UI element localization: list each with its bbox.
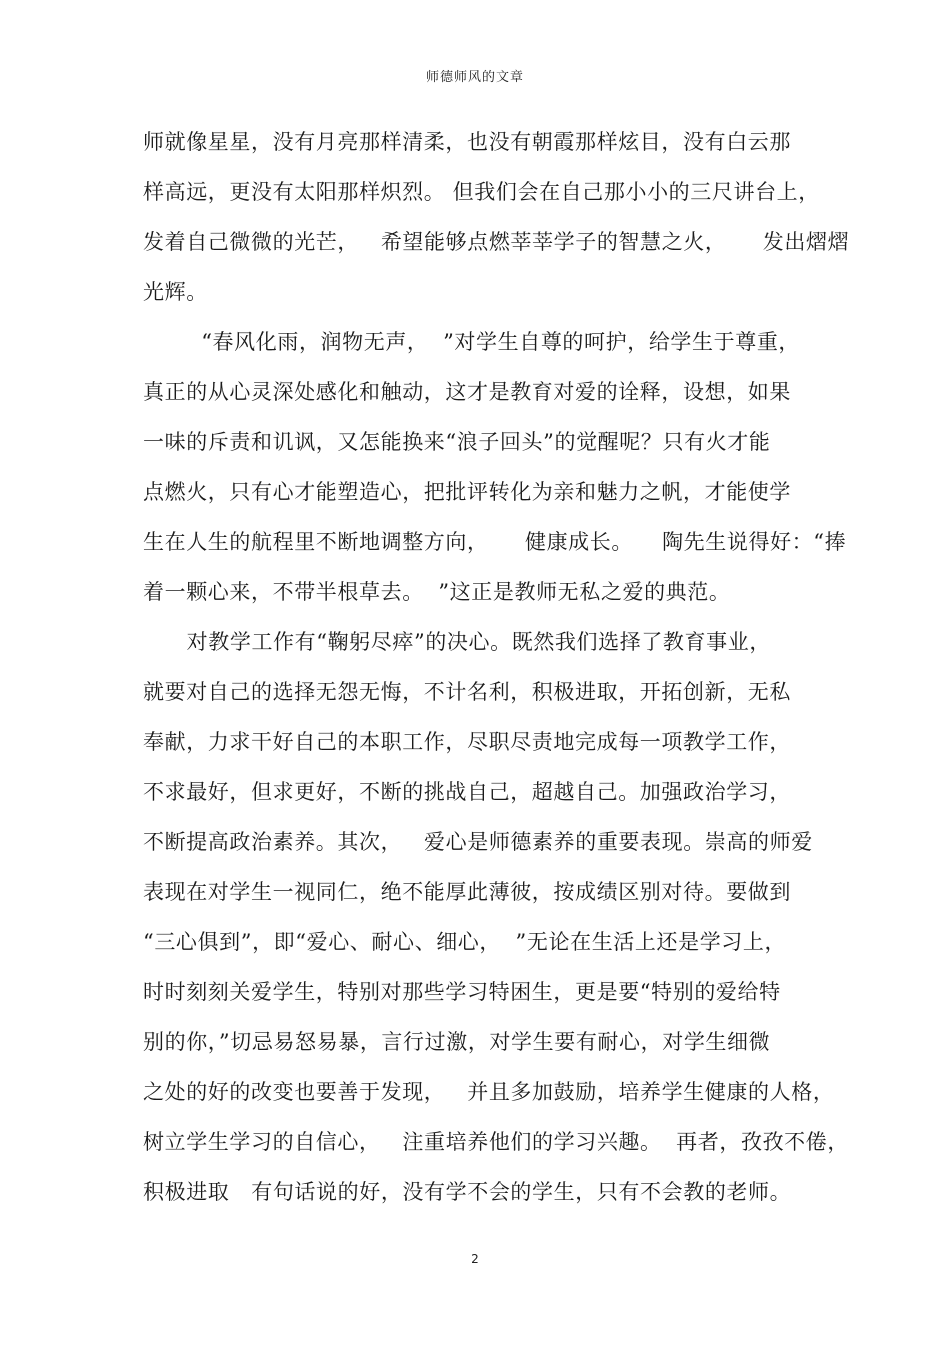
text-line: 就要对自己的选择无怨无悔，不计名利，积极进取，开拓创新，无私	[143, 680, 791, 704]
text-line: 发着自己微微的光芒， 希望能够点燃莘莘学子的智慧之火， 发出熠熠	[143, 230, 850, 254]
text-line: 样高远，更没有太阳那样炽烈。 但我们会在自己那小小的三尺讲台上，	[143, 180, 820, 204]
text-line: 树立学生学习的自信心， 注重培养他们的学习兴趣。 再者，孜孜不倦，	[143, 1130, 849, 1154]
article-body	[143, 124, 850, 1224]
text-line: “春风化雨，润物无声， ”对学生自尊的呵护，给学生于尊重，	[143, 330, 801, 354]
text-line: 奉献，力求干好自己的本职工作，尽职尽责地完成每一项教学工作，	[143, 730, 791, 754]
text-line: 时时刻刻关爱学生，特别对那些学习特困生，更是要“特别的爱给特	[143, 980, 781, 1004]
text-line: 光辉。	[143, 280, 208, 304]
text-line: 不断提高政治素养。其次， 爱心是师德素养的重要表现。崇高的师爱	[143, 830, 813, 854]
text-line: “三心俱到”，即“爱心、耐心、细心， ”无论在生活上还是学习上，	[143, 930, 787, 954]
text-line: 点燃火，只有心才能塑造心，把批评转化为亲和魅力之帆，才能使学	[143, 480, 791, 504]
page-number: 2	[471, 1252, 479, 1266]
text-line: 师就像星星，没有月亮那样清柔，也没有朝霞那样炫目，没有白云那	[143, 130, 791, 154]
text-line: 别的你，”切忌易怒易暴，言行过激，对学生要有耐心，对学生细微	[143, 1030, 771, 1054]
text-line: 真正的从心灵深处感化和触动，这才是教育对爱的诠释，设想，如果	[143, 380, 791, 404]
text-line: 积极进取 有句话说的好，没有学不会的学生，只有不会教的老师。	[143, 1180, 792, 1204]
text-line: 不求最好，但求更好，不断的挑战自己，超越自己。加强政治学习，	[143, 780, 791, 804]
text-line: 一味的斥责和讥讽，又怎能换来“浪子回头”的觉醒呢？只有火才能	[143, 430, 771, 454]
text-line: 对教学工作有“鞠躬尽瘁”的决心。既然我们选择了教育事业，	[143, 630, 771, 654]
text-line: 着一颗心来，不带半根草去。 ”这正是教师无私之爱的典范。	[143, 580, 731, 604]
text-line: 之处的好的改变也要善于发现， 并且多加鼓励，培养学生健康的人格，	[143, 1080, 835, 1104]
text-line: 生在人生的航程里不断地调整方向， 健康成长。 陶先生说得好：“捧	[143, 530, 847, 554]
running-header: 师德师风的文章	[425, 70, 524, 85]
text-line: 表现在对学生一视同仁，绝不能厚此薄彼，按成绩区别对待。要做到	[143, 880, 791, 904]
